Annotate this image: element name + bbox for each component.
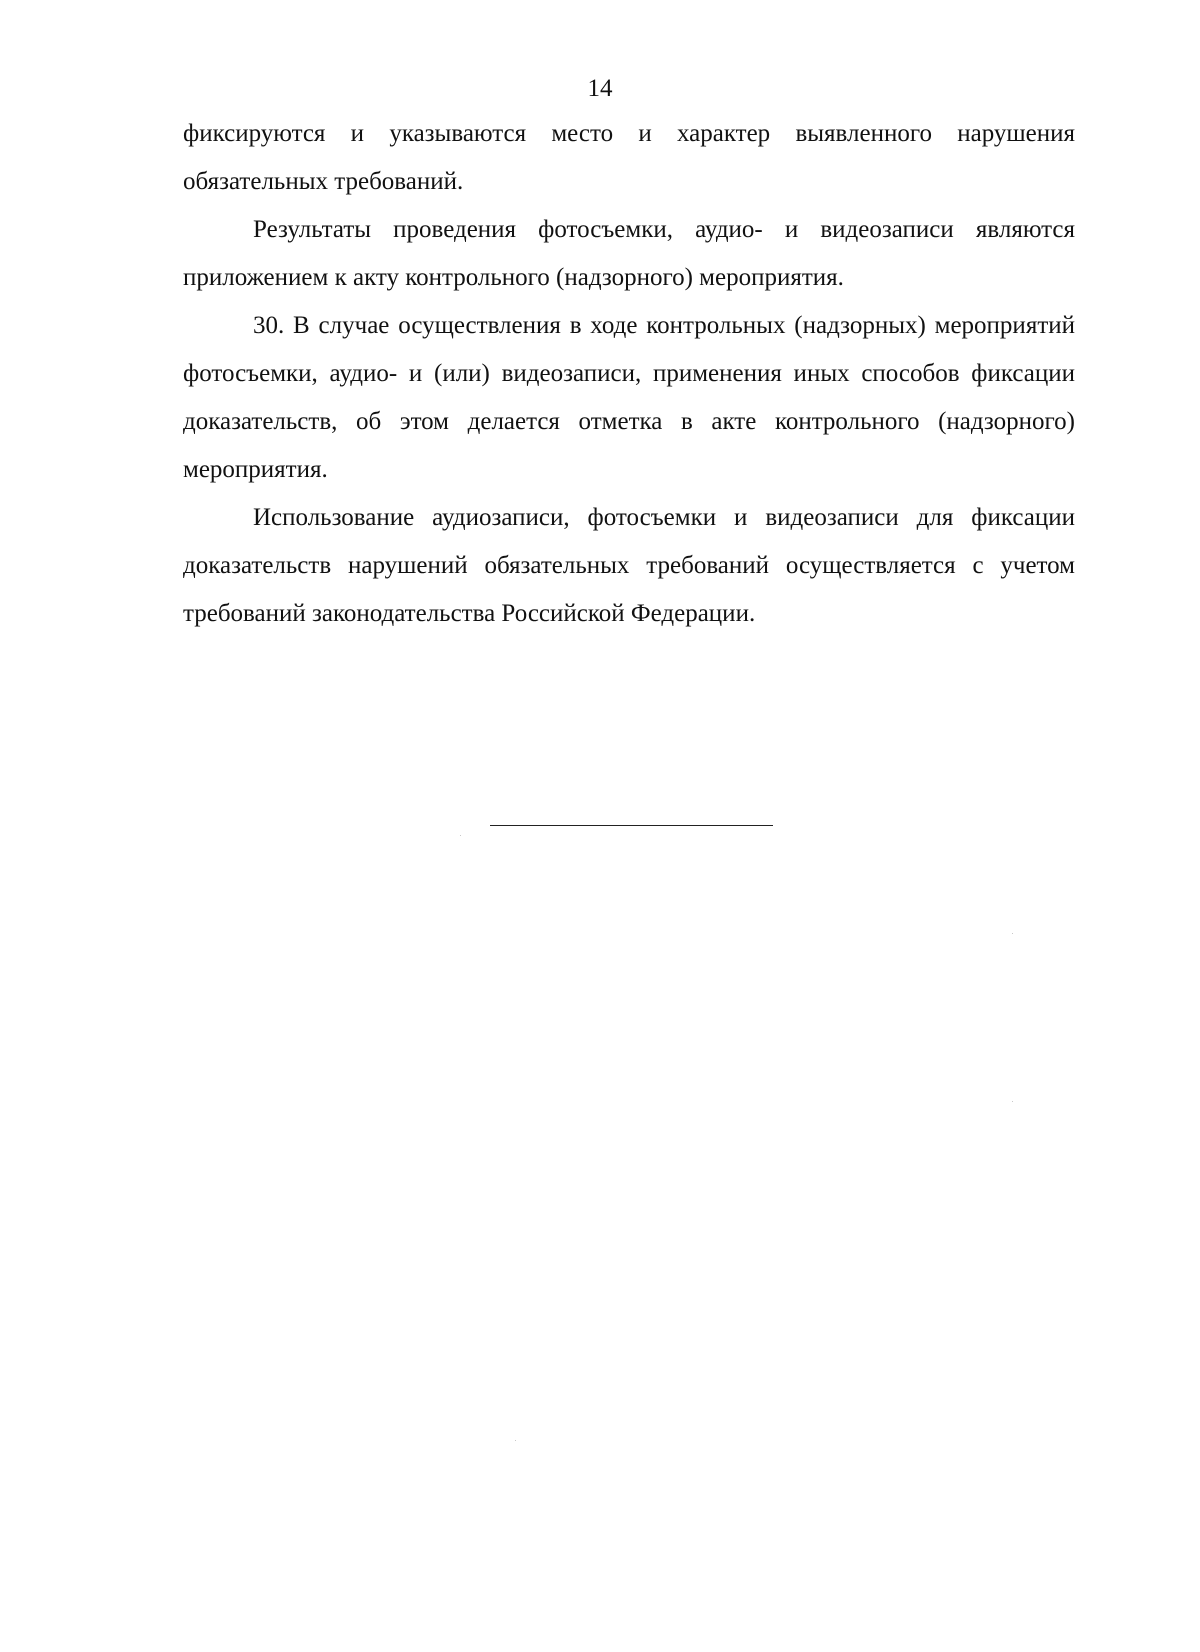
scan-speck (460, 835, 461, 836)
paragraph-results: Результаты проведения фотосъемки, аудио- и видеозаписи являются приложением к акту контрольного (надзорного) мероприятия. (183, 216, 1075, 291)
paragraph-item-30: 30. В случае осуществления в ходе контрольных (надзорных) мероприятий фотосъемки, аудио- и (или) видеозаписи, применения иных способов фиксации доказательств, об этом делается отметка в акте контрольного (надзорного) мероприятия. (183, 312, 1075, 483)
page-number: 14 (587, 75, 613, 102)
end-of-text-divider (490, 825, 773, 826)
scan-speck (1012, 933, 1013, 934)
paragraph-usage: Использование аудиозаписи, фотосъемки и видеозаписи для фиксации доказательств нарушений обязательных требований осуществляется с учетом требований законодательства Российской Федерации. (183, 504, 1075, 627)
scan-speck (515, 1440, 516, 1441)
scan-speck (1012, 1101, 1013, 1102)
paragraph-continuation: фиксируются и указываются место и характер выявленного нарушения обязательных требований. (183, 120, 1075, 195)
document-body (183, 110, 1075, 638)
